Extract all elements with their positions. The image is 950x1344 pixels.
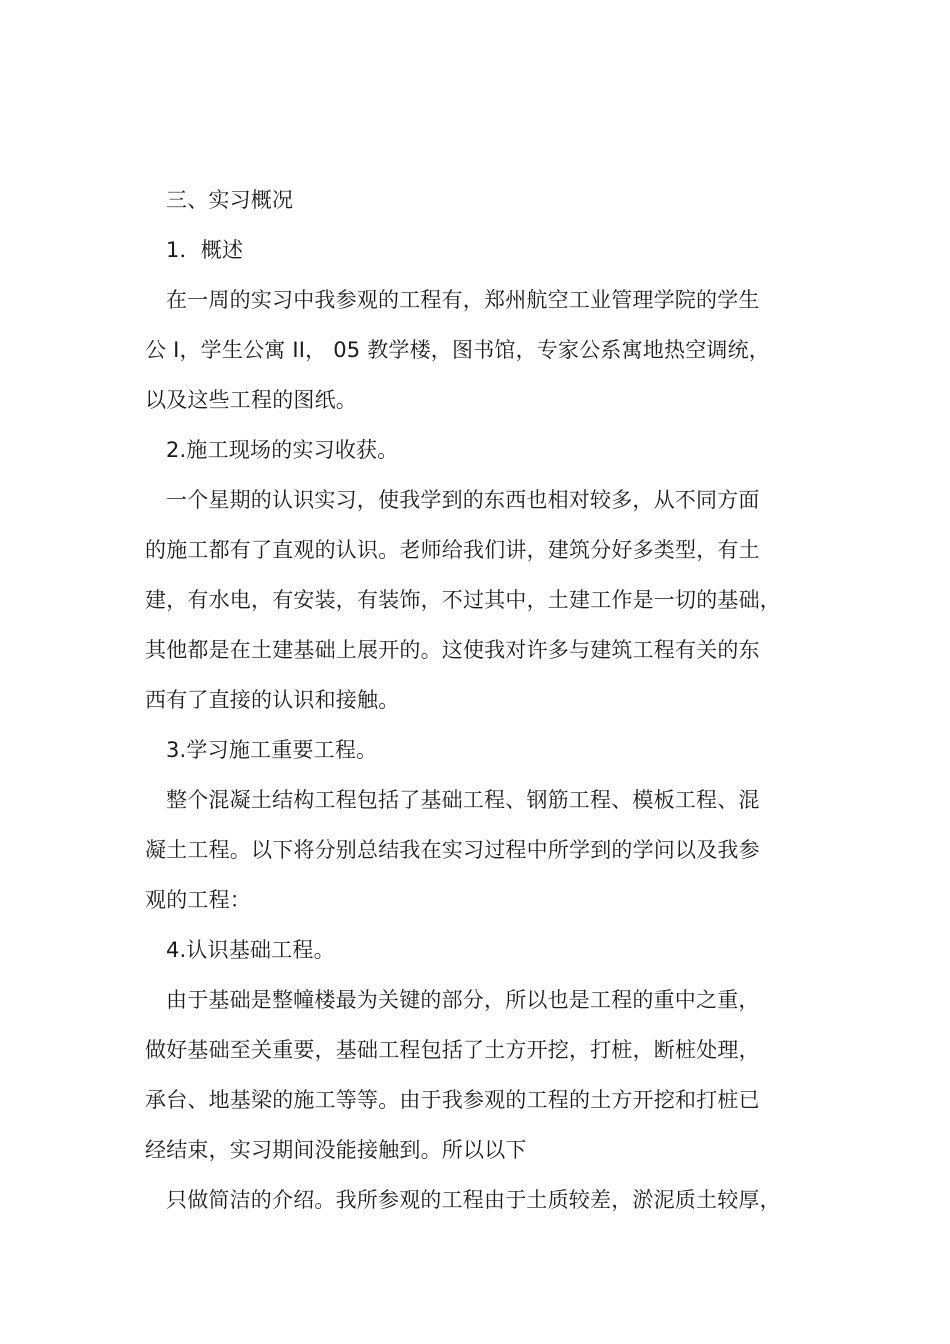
paragraph-line: 经结束，实习期间没能接触到。所以以下 bbox=[145, 1138, 527, 1162]
paragraph-line: 建，有水电，有安装，有装饰，不过其中，土建工作是一切的基础， bbox=[145, 588, 781, 612]
paragraph-line: 的施工都有了直观的认识。老师给我们讲，建筑分好多类型，有土 bbox=[145, 538, 760, 562]
paragraph-line: 公 I，学生公寓 II， 05 教学楼，图书馆，专家公系寓地热空调统， bbox=[145, 338, 771, 362]
subsection-heading: 1．概述 bbox=[166, 238, 244, 262]
subsection-heading: 3.学习施工重要工程。 bbox=[166, 738, 378, 762]
paragraph-line: 只做简洁的介绍。我所参观的工程由于土质较差，淤泥质土较厚， bbox=[166, 1188, 781, 1212]
paragraph-line: 以及这些工程的图纸。 bbox=[145, 388, 357, 412]
paragraph-line: 做好基础至关重要，基础工程包括了土方开挖，打桩，断桩处理， bbox=[145, 1038, 760, 1062]
subsection-heading: 2.施工现场的实习收获。 bbox=[166, 438, 399, 462]
paragraph-line: 在一周的实习中我参观的工程有，郑州航空工业管理学院的学生 bbox=[166, 288, 760, 312]
paragraph-line: 观的工程： bbox=[145, 888, 251, 912]
section-heading: 三、实习概况 bbox=[166, 188, 294, 212]
subsection-heading: 4.认识基础工程。 bbox=[166, 938, 335, 962]
paragraph-line: 一个星期的认识实习，使我学到的东西也相对较多，从不同方面 bbox=[166, 488, 760, 512]
paragraph-line: 凝土工程。以下将分别总结我在实习过程中所学到的学问以及我参 bbox=[145, 838, 760, 862]
paragraph-line: 其他都是在土建基础上展开的。这使我对许多与建筑工程有关的东 bbox=[145, 638, 760, 662]
paragraph-line: 由于基础是整幢楼最为关键的部分，所以也是工程的重中之重， bbox=[166, 988, 760, 1012]
paragraph-line: 西有了直接的认识和接触。 bbox=[145, 688, 400, 712]
paragraph-line: 整个混凝土结构工程包括了基础工程、钢筋工程、模板工程、混 bbox=[166, 788, 760, 812]
paragraph-line: 承台、地基梁的施工等等。由于我参观的工程的土方开挖和打桩已 bbox=[145, 1088, 760, 1112]
